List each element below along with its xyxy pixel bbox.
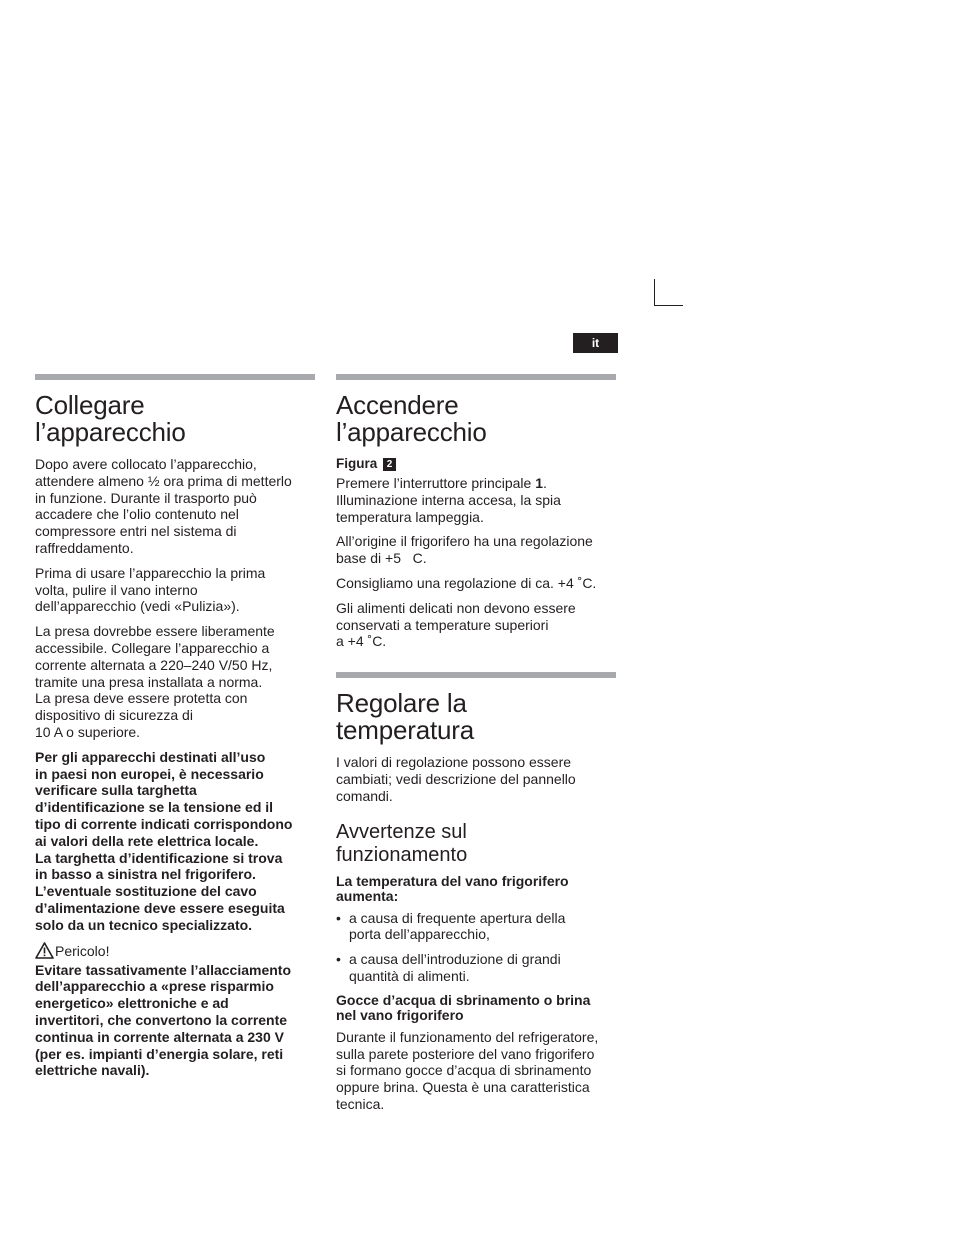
text-line: invertitori, che convertono la corrente <box>35 1011 288 1028</box>
text-line: dell’apparecchio a «prese risparmio <box>35 978 274 995</box>
text-line: continua in corrente alternata a 230 V <box>35 1028 284 1045</box>
figure-reference <box>336 456 616 472</box>
danger-heading <box>35 942 315 960</box>
text-line: nel vano frigorifero <box>336 1007 464 1024</box>
text-line: 10 A o superiore. <box>35 723 141 740</box>
text-line: in paesi non europei, è necessario <box>35 765 264 782</box>
paragraph-cleaning <box>35 565 315 615</box>
text-line: raffreddamento. <box>35 539 134 556</box>
text-line: • a causa di frequente apertura della <box>349 909 566 926</box>
subheading-defrost-water <box>336 993 616 1024</box>
text-line: aumenta: <box>336 888 399 905</box>
text-line: compressore entri nel sistema di <box>35 523 237 540</box>
title-line: temperatura <box>336 715 474 746</box>
paragraph-recommended-setting <box>336 575 616 592</box>
section-title-regolare <box>336 690 616 744</box>
text-line: cambiati; vedi descrizione del pannello <box>336 770 576 787</box>
text-line: elettriche navali). <box>35 1062 150 1079</box>
text-line: d’alimentazione deve essere eseguita <box>35 899 285 916</box>
text-line: porta dell’apparecchio, <box>349 926 490 943</box>
section-rule <box>336 672 616 678</box>
text-line: energetico» elettroniche e ad <box>35 995 229 1012</box>
text-line: Durante il funzionamento del refrigeratore, <box>336 1028 599 1045</box>
text-line: L’eventuale sostituzione del cavo <box>35 883 257 900</box>
section-rule <box>336 374 616 380</box>
text-line: La temperatura del vano frigorifero <box>336 872 569 889</box>
title-line: l’apparecchio <box>336 417 487 447</box>
list-item <box>336 951 616 985</box>
text-line: • a causa dell’introduzione di grandi <box>349 951 561 968</box>
text-line: a +4 ˚C. <box>336 633 387 650</box>
text-line: in basso a sinistra nel frigorifero. <box>35 866 256 883</box>
text-line: dell’apparecchio (vedi «Pulizia»). <box>35 598 240 615</box>
title-line: Regolare la <box>336 688 467 719</box>
text-line: attendere almeno ½ ora prima di metterlo <box>35 472 292 489</box>
text-line: solo da un tecnico specializzato. <box>35 916 253 933</box>
text-line: comandi. <box>336 787 393 804</box>
paragraph-danger-warning <box>35 962 315 1080</box>
text-fragment: . <box>543 475 547 491</box>
text-line: Per gli apparecchi destinati all’uso <box>35 748 266 765</box>
text-line: tramite una presa installata a norma. <box>35 673 263 690</box>
text-line: Gli alimenti delicati non devono essere <box>336 599 576 616</box>
figure-label: Figura <box>336 456 378 471</box>
text-line: Dopo avere collocato l’apparecchio, <box>35 456 257 472</box>
text-line: Prima di usare l’apparecchio la prima <box>35 564 266 581</box>
text-line: tipo di corrente indicati corrispondono <box>35 815 293 832</box>
text-line: d’identificazione se la tensione ed il <box>35 799 274 816</box>
text-line <box>336 475 616 492</box>
text-line: I valori di regolazione possono essere <box>336 754 572 771</box>
switch-number: 1 <box>535 475 543 491</box>
warning-triangle-icon <box>35 942 54 959</box>
title-line: Collegare <box>35 390 145 420</box>
causes-list <box>336 910 616 985</box>
figure-number-badge: 2 <box>383 458 396 471</box>
text-fragment: Premere l’interruttore principale <box>336 475 536 491</box>
text-line: verificare sulla targhetta <box>35 782 197 799</box>
text-line: quantità di alimenti. <box>349 967 470 984</box>
text-line: La presa deve essere protetta con <box>35 690 248 707</box>
paragraph-delicate-food <box>336 600 616 650</box>
paragraph-settings-values <box>336 754 616 804</box>
subsection-title-avvertenze <box>336 821 616 867</box>
text-line: temperatura lampeggia. <box>336 508 484 525</box>
text-line: accadere che l’olio contenuto nel <box>35 506 239 523</box>
text-line: (per es. impianti d’energia solare, reti <box>35 1045 284 1062</box>
title-line: Accendere <box>336 390 459 420</box>
text-line: Consigliamo una regolazione di ca. +4 ˚C. <box>336 574 597 591</box>
text-line: La presa dovrebbe essere liberamente <box>35 623 275 640</box>
crop-mark-vertical <box>654 279 655 306</box>
text-line: ai valori della rete elettrica locale. <box>35 832 259 849</box>
text-line: conservati a temperature superiori <box>336 616 549 633</box>
text-line: volta, pulire il vano interno <box>35 581 198 598</box>
section-title-accendere <box>336 392 616 446</box>
paragraph-non-european-notice <box>35 749 315 934</box>
text-line: dispositivo di sicurezza di <box>35 707 193 724</box>
paragraph-defrost-explanation <box>336 1029 616 1113</box>
left-column <box>35 374 315 1087</box>
text-line: Evitare tassativamente l’allacciamento <box>35 961 292 978</box>
paragraph-base-setting <box>336 533 616 567</box>
text-line: sulla parete posteriore del vano frigorifero <box>336 1045 595 1062</box>
subheading-temperature-rises <box>336 874 616 905</box>
crop-mark-horizontal <box>654 305 683 306</box>
text-line: La targhetta d’identificazione si trova <box>35 849 283 866</box>
text-line: Gocce d’acqua di sbrinamento o brina <box>336 991 591 1008</box>
paragraph-main-switch <box>336 475 616 525</box>
text-line: accessibile. Collegare l’apparecchio a <box>35 639 270 656</box>
text-line: oppure brina. Questa è una caratteristica <box>336 1079 590 1096</box>
paragraph-installation <box>35 456 315 557</box>
text-line: in funzione. Durante il trasporto può <box>35 489 257 506</box>
paragraph-socket <box>35 623 315 741</box>
text-line: All’origine il frigorifero ha una regolazione <box>336 533 593 550</box>
text-line: base di +5 C. <box>336 550 427 567</box>
title-line: funzionamento <box>336 843 468 866</box>
text-line: Illuminazione interna accesa, la spia <box>336 491 561 508</box>
danger-label: Pericolo! <box>55 942 110 959</box>
text-line: si formano gocce d’acqua di sbrinamento <box>336 1062 592 1079</box>
text-line: corrente alternata a 220–240 V/50 Hz, <box>35 656 273 673</box>
section-rule <box>35 374 315 380</box>
middle-column <box>336 374 616 1121</box>
title-line: l’apparecchio <box>35 417 186 447</box>
list-item <box>336 910 616 944</box>
section-title-collegare <box>35 392 315 446</box>
title-line: Avvertenze sul <box>336 820 467 843</box>
text-line: tecnica. <box>336 1095 385 1112</box>
language-badge: it <box>573 333 618 353</box>
